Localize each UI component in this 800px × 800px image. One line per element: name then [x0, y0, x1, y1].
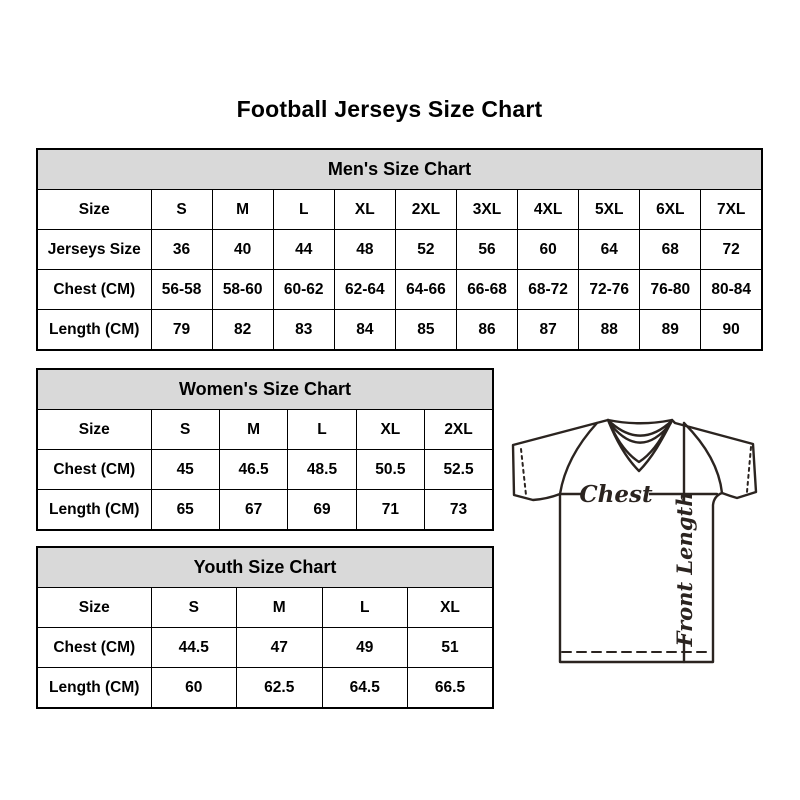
- value-cell: 2XL: [425, 410, 493, 450]
- value-cell: 82: [212, 310, 273, 351]
- value-cell: 2XL: [395, 190, 456, 230]
- value-cell: 49: [322, 628, 408, 668]
- table-row: [37, 190, 762, 230]
- value-cell: 72-76: [579, 270, 640, 310]
- value-cell: 66-68: [456, 270, 517, 310]
- value-cell: 76-80: [640, 270, 701, 310]
- value-cell: 84: [334, 310, 395, 351]
- chest-measure-label: Chest: [579, 481, 653, 508]
- value-cell: 68: [640, 230, 701, 270]
- value-cell: 72: [701, 230, 762, 270]
- table-row: [37, 230, 762, 270]
- value-cell: 47: [237, 628, 323, 668]
- value-cell: 52: [395, 230, 456, 270]
- value-cell: 64.5: [322, 668, 408, 709]
- right-cuff-dashed-line: [747, 447, 751, 492]
- value-cell: 88: [579, 310, 640, 351]
- value-cell: L: [273, 190, 334, 230]
- left-cuff-dashed-line: [521, 449, 526, 495]
- row-label-cell: Length (CM): [37, 310, 151, 351]
- value-cell: 86: [456, 310, 517, 351]
- front-length-measure-label: Front Length: [672, 491, 697, 647]
- value-cell: 73: [425, 490, 493, 531]
- mens-table-title: Men's Size Chart: [37, 149, 762, 190]
- youth-table-body: [37, 588, 493, 709]
- value-cell: XL: [334, 190, 395, 230]
- mens-size-table: [36, 148, 763, 351]
- value-cell: L: [322, 588, 408, 628]
- value-cell: 3XL: [456, 190, 517, 230]
- value-cell: 62.5: [237, 668, 323, 709]
- table-row: [37, 588, 493, 628]
- value-cell: 51: [408, 628, 494, 668]
- value-cell: 67: [219, 490, 287, 531]
- table-row: [37, 310, 762, 351]
- jersey-measurement-diagram: [505, 399, 780, 674]
- row-label-cell: Size: [37, 190, 151, 230]
- value-cell: 60: [151, 668, 237, 709]
- value-cell: 44.5: [151, 628, 237, 668]
- value-cell: 58-60: [212, 270, 273, 310]
- value-cell: 48.5: [288, 450, 356, 490]
- value-cell: 64: [579, 230, 640, 270]
- row-label-cell: Size: [37, 410, 151, 450]
- womens-table-title: Women's Size Chart: [37, 369, 493, 410]
- table-row: [37, 450, 493, 490]
- row-label-cell: Jerseys Size: [37, 230, 151, 270]
- value-cell: 45: [151, 450, 219, 490]
- collar-top-edge: [608, 420, 672, 423]
- row-label-cell: Chest (CM): [37, 450, 151, 490]
- value-cell: 40: [212, 230, 273, 270]
- womens-table-header-row: [37, 369, 493, 410]
- table-row: [37, 490, 493, 531]
- row-label-cell: Size: [37, 588, 151, 628]
- value-cell: 83: [273, 310, 334, 351]
- value-cell: M: [212, 190, 273, 230]
- youth-size-table: [36, 546, 494, 709]
- value-cell: 64-66: [395, 270, 456, 310]
- value-cell: 46.5: [219, 450, 287, 490]
- value-cell: 60: [518, 230, 579, 270]
- value-cell: 68-72: [518, 270, 579, 310]
- value-cell: 71: [356, 490, 424, 531]
- table-row: [37, 668, 493, 709]
- value-cell: 6XL: [640, 190, 701, 230]
- value-cell: 56-58: [151, 270, 212, 310]
- value-cell: 85: [395, 310, 456, 351]
- value-cell: 65: [151, 490, 219, 531]
- row-label-cell: Length (CM): [37, 490, 151, 531]
- page-title: Football Jerseys Size Chart: [236, 96, 543, 122]
- value-cell: 56: [456, 230, 517, 270]
- table-row: [37, 628, 493, 668]
- value-cell: 52.5: [425, 450, 493, 490]
- value-cell: L: [288, 410, 356, 450]
- value-cell: 60-62: [273, 270, 334, 310]
- row-label-cell: Length (CM): [37, 668, 151, 709]
- jersey-outline: [513, 420, 756, 662]
- table-row: [37, 270, 762, 310]
- value-cell: 5XL: [579, 190, 640, 230]
- value-cell: 66.5: [408, 668, 494, 709]
- value-cell: 89: [640, 310, 701, 351]
- value-cell: M: [237, 588, 323, 628]
- table-row: [37, 410, 493, 450]
- value-cell: 69: [288, 490, 356, 531]
- youth-table-title: Youth Size Chart: [37, 547, 493, 588]
- mens-table-body: [37, 190, 762, 351]
- value-cell: M: [219, 410, 287, 450]
- value-cell: 87: [518, 310, 579, 351]
- value-cell: XL: [356, 410, 424, 450]
- value-cell: S: [151, 410, 219, 450]
- value-cell: S: [151, 190, 212, 230]
- value-cell: 48: [334, 230, 395, 270]
- mens-table-header-row: [37, 149, 762, 190]
- value-cell: 4XL: [518, 190, 579, 230]
- value-cell: 79: [151, 310, 212, 351]
- row-label-cell: Chest (CM): [37, 270, 151, 310]
- youth-table-header-row: [37, 547, 493, 588]
- womens-table-body: [37, 410, 493, 531]
- value-cell: 36: [151, 230, 212, 270]
- value-cell: 7XL: [701, 190, 762, 230]
- value-cell: S: [151, 588, 237, 628]
- womens-size-table: [36, 368, 494, 531]
- row-label-cell: Chest (CM): [37, 628, 151, 668]
- value-cell: 50.5: [356, 450, 424, 490]
- value-cell: 44: [273, 230, 334, 270]
- value-cell: 62-64: [334, 270, 395, 310]
- value-cell: XL: [408, 588, 494, 628]
- value-cell: 80-84: [701, 270, 762, 310]
- value-cell: 90: [701, 310, 762, 351]
